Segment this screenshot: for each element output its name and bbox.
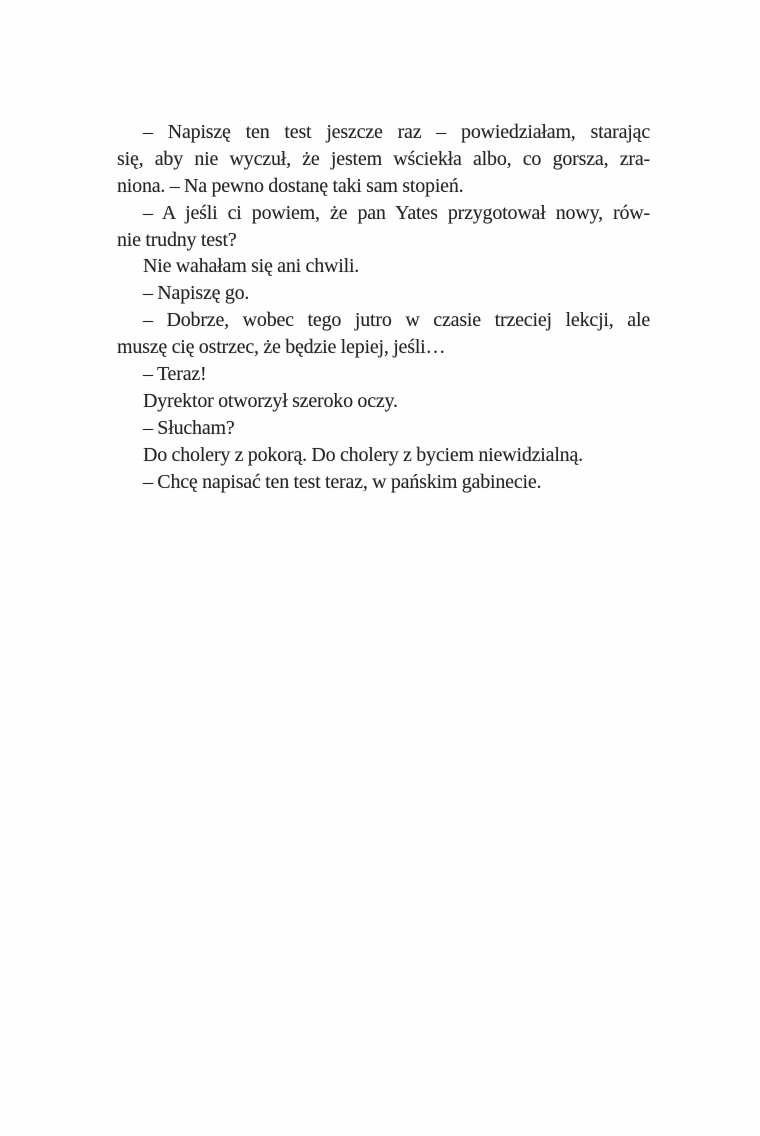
text-line: – Słucham? [143, 416, 235, 439]
text-line: – A jeśli ci powiem, że pan Yates przygotował nowy, rów- [143, 201, 650, 224]
text-line: nie trudny test? [117, 228, 237, 251]
text-line: Dyrektor otworzył szeroko oczy. [143, 389, 398, 412]
text-line: się, aby nie wyczuł, że jestem wściekła albo, co gorsza, zra- [117, 147, 650, 170]
text-line: Nie wahałam się ani chwili. [143, 255, 360, 278]
text-line: muszę cię ostrzec, że będzie lepiej, jeśli… [117, 336, 446, 359]
text-line: – Chcę napisać ten test teraz, w pańskim gabinecie. [143, 470, 542, 493]
text-line: – Teraz! [143, 363, 207, 386]
page-text-block [117, 119, 650, 495]
text-line: niona. – Na pewno dostanę taki sam stopień. [117, 174, 464, 197]
text-line: Do cholery z pokorą. Do cholery z byciem niewidzialną. [143, 443, 583, 466]
text-line: – Napiszę go. [143, 282, 250, 305]
text-line: – Napiszę ten test jeszcze raz – powiedziałam, starając [143, 121, 650, 143]
text-line: – Dobrze, wobec tego jutro w czasie trzeciej lekcji, ale [143, 309, 650, 332]
